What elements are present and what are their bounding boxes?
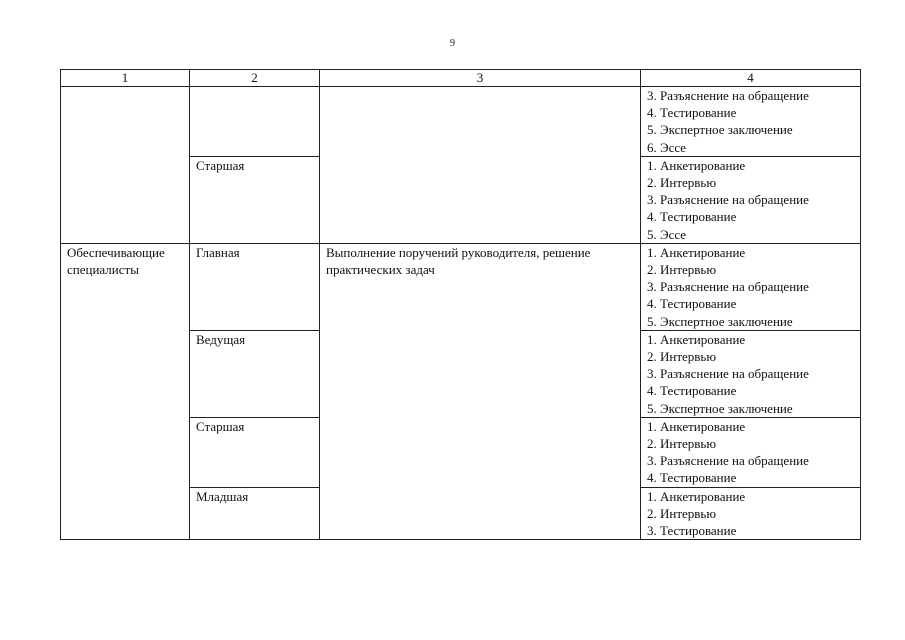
methods-list [647,87,854,156]
list-item: 2. Интервью [647,175,717,191]
list-item: 6. Эссе [647,139,687,155]
methods-list [647,331,854,417]
methods-cell [641,487,861,540]
list-item: 5. Эссе [647,226,687,242]
level-cell [190,87,320,157]
list-item: 4. Тестирование [647,209,737,225]
list-item: 2. Интервью [647,349,717,365]
column-number-row [61,70,861,87]
list-item: 2. Интервью [647,505,717,521]
list-item: 3. Разъяснение на обращение [647,279,809,295]
list-item: 2. Интервью [647,262,717,278]
list-item: 3. Тестирование [647,523,737,539]
list-item: 3. Разъяснение на обращение [647,88,809,103]
list-item: 3. Разъяснение на обращение [647,192,809,208]
list-item: 2. Интервью [647,436,717,452]
methods-list [647,418,854,487]
list-item: 3. Разъяснение на обращение [647,453,809,469]
list-item: 5. Экспертное заключение [647,122,793,138]
level-cell: Старшая [190,417,320,487]
tasks-cell: Выполнение поручений руководителя, решение практических задач [320,243,641,539]
methods-cell [641,417,861,487]
list-item: 4. Тестирование [647,296,737,312]
list-item: 3. Разъяснение на обращение [647,366,809,382]
list-item: 5. Экспертное заключение [647,400,793,416]
list-item: 5. Экспертное заключение [647,313,793,329]
level-cell: Младшая [190,487,320,540]
methods-cell [641,330,861,417]
group-cell: Обеспечивающие специалисты [61,243,190,539]
table-row [61,87,861,157]
tasks-cell [320,87,641,244]
list-item: 4. Тестирование [647,105,737,121]
methods-cell [641,243,861,330]
list-item: 1. Анкетирование [647,331,746,347]
qualification-table [60,69,861,540]
column-header-2: 2 [190,70,320,87]
list-item: 1. Анкетирование [647,244,746,260]
level-cell: Главная [190,243,320,330]
group-cell [61,87,190,244]
methods-list [647,244,854,330]
column-header-3: 3 [320,70,641,87]
list-item: 1. Анкетирование [647,418,746,434]
methods-cell [641,156,861,243]
list-item: 4. Тестирование [647,383,737,399]
list-item: 4. Тестирование [647,470,737,486]
list-item: 1. Анкетирование [647,157,746,173]
page-number: 9 [450,38,455,49]
column-header-4: 4 [641,70,861,87]
level-cell: Ведущая [190,330,320,417]
methods-list [647,157,854,243]
table-row [61,243,861,330]
methods-cell [641,87,861,157]
level-cell: Старшая [190,156,320,243]
methods-list [647,488,854,540]
list-item: 1. Анкетирование [647,488,746,504]
column-header-1: 1 [61,70,190,87]
